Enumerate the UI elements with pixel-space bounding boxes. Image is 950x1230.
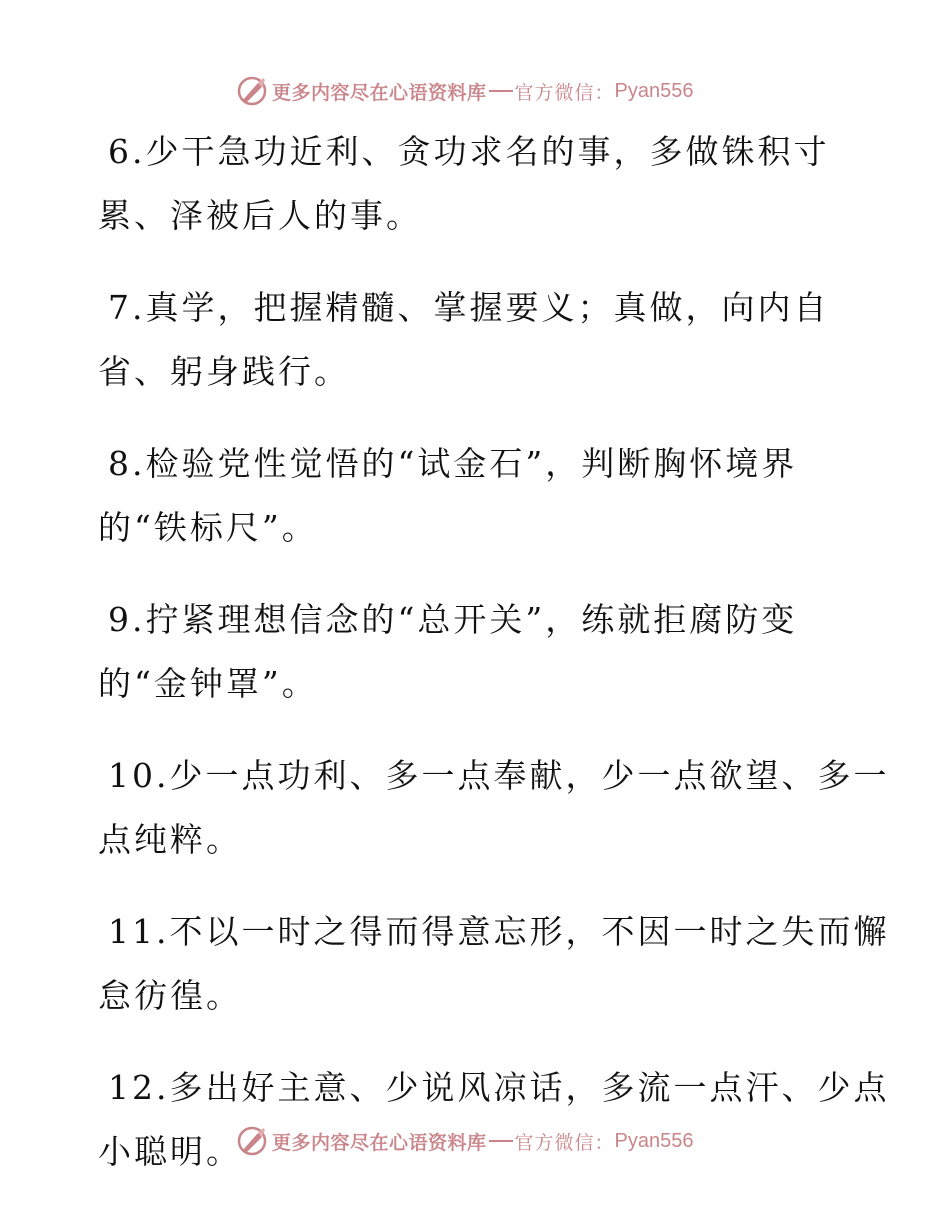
item-line-2: 的“金钟罩”。 bbox=[98, 664, 318, 703]
item-line-2: 的“铁标尺”。 bbox=[98, 508, 318, 547]
item-line-2: 省、躬身践行。 bbox=[98, 352, 350, 391]
item-line-1: 8.检验党性觉悟的“试金石”，判断胸怀境界 bbox=[108, 444, 798, 483]
header-banner bbox=[236, 74, 694, 108]
item-line-1: 10.少一点功利、多一点奉献，少一点欲望、多一 bbox=[108, 756, 890, 795]
banner-sub-text: 官方微信： bbox=[514, 81, 615, 104]
item-line-2: 怠彷徨。 bbox=[98, 976, 242, 1015]
banner-main-text: 更多内容尽在心语资料库 bbox=[272, 1131, 487, 1154]
item-line-1: 7.真学，把握精髓、掌握要义；真做，向内自 bbox=[108, 288, 830, 327]
pen-logo-icon bbox=[236, 75, 268, 107]
banner-dash bbox=[489, 90, 513, 92]
footer-banner bbox=[236, 1124, 694, 1158]
banner-main-text: 更多内容尽在心语资料库 bbox=[272, 81, 487, 104]
banner-wechat-id: Pyan556 bbox=[614, 79, 694, 102]
list-item bbox=[98, 432, 858, 560]
item-line-1: 11.不以一时之得而得意忘形，不因一时之失而懈 bbox=[108, 912, 890, 951]
list-item bbox=[98, 900, 890, 1028]
banner-sub-text: 官方微信： bbox=[514, 1131, 615, 1154]
list-item bbox=[98, 744, 890, 872]
item-line-2: 小聪明。 bbox=[98, 1132, 242, 1171]
item-line-2: 点纯粹。 bbox=[98, 820, 242, 859]
list-item bbox=[98, 120, 858, 248]
list-item bbox=[98, 1056, 890, 1184]
banner-dash bbox=[489, 1140, 513, 1142]
item-line-2: 累、泽被后人的事。 bbox=[98, 196, 422, 235]
item-line-1: 12.多出好主意、少说风凉话，多流一点汗、少点 bbox=[108, 1068, 890, 1107]
pen-logo-icon bbox=[236, 1125, 268, 1157]
item-line-1: 9.拧紧理想信念的“总开关”，练就拒腐防变 bbox=[108, 600, 798, 639]
list-item bbox=[98, 588, 858, 716]
document-content bbox=[98, 120, 890, 1212]
item-line-1: 6.少干急功近利、贪功求名的事，多做铢积寸 bbox=[108, 132, 830, 171]
banner-wechat-id: Pyan556 bbox=[614, 1129, 694, 1152]
list-item bbox=[98, 276, 858, 404]
